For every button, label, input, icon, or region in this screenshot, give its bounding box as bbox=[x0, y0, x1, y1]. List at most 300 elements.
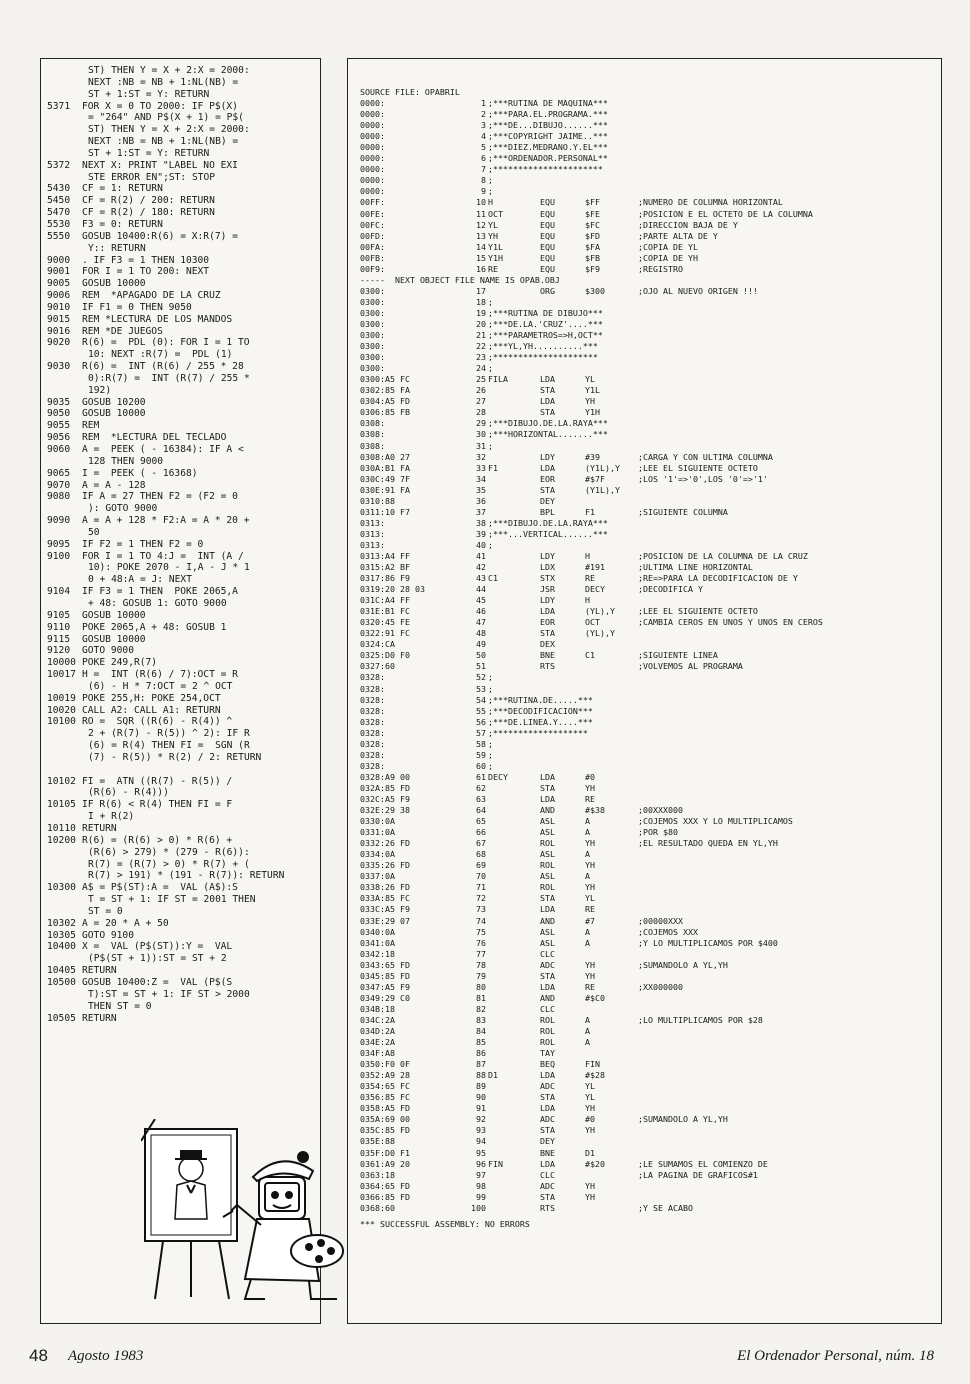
asm-comment: ;CARGA Y CON ULTIMA COLUMNA bbox=[638, 451, 773, 462]
asm-operand: A bbox=[585, 926, 590, 937]
asm-comment: ;SUMANDOLO A YL,YH bbox=[638, 959, 728, 970]
asm-line-number: 49 bbox=[476, 639, 486, 650]
basic-line bbox=[47, 610, 319, 622]
basic-line bbox=[47, 480, 319, 492]
basic-line bbox=[47, 859, 319, 871]
asm-line-number: 60 bbox=[476, 760, 486, 771]
asm-operand: YH bbox=[585, 1103, 595, 1114]
assembly-line bbox=[360, 706, 940, 717]
basic-line-code: A = 20 * A + 50 bbox=[82, 917, 169, 929]
basic-line bbox=[47, 456, 319, 468]
asm-operand: Y1H bbox=[585, 407, 600, 418]
asm-line-number: 38 bbox=[476, 517, 486, 528]
asm-line-number: 59 bbox=[476, 749, 486, 760]
basic-line-code: CF = 1: RETURN bbox=[82, 183, 163, 195]
basic-line bbox=[47, 752, 319, 764]
asm-line-number: 68 bbox=[476, 849, 486, 860]
asm-address: 0328: bbox=[360, 738, 385, 749]
asm-comment: ;LE SUMAMOS EL COMIENZO DE bbox=[638, 1158, 768, 1169]
basic-line-code: Y:: RETURN bbox=[88, 242, 146, 254]
asm-address: 0300: bbox=[360, 296, 385, 307]
basic-line bbox=[47, 681, 319, 693]
basic-line-code: POKE 249,R(7) bbox=[82, 657, 158, 669]
asm-opcode: STA bbox=[540, 385, 555, 396]
basic-line bbox=[47, 89, 319, 101]
basic-line bbox=[47, 657, 319, 669]
issue-date: Agosto 1983 bbox=[68, 1348, 144, 1364]
asm-opcode: AND bbox=[540, 805, 555, 816]
assembly-line bbox=[360, 1081, 940, 1092]
asm-address: 033E:29 07 bbox=[360, 915, 410, 926]
asm-address: 0328: bbox=[360, 749, 385, 760]
asm-operand: DECY bbox=[585, 584, 605, 595]
asm-operand: YH bbox=[585, 970, 595, 981]
asm-opcode: AND bbox=[540, 915, 555, 926]
basic-line-number: 10019 bbox=[47, 692, 76, 704]
basic-line bbox=[47, 693, 319, 705]
asm-opcode: LDY bbox=[540, 550, 555, 561]
asm-opcode: EQU bbox=[540, 230, 555, 241]
asm-comment: ;XX000000 bbox=[638, 981, 683, 992]
asm-comment: ;LEE EL SIGUIENTE OCTETO bbox=[638, 606, 758, 617]
assembly-line bbox=[360, 220, 940, 231]
basic-line-code: 0 + 48:A = J: NEXT bbox=[88, 574, 192, 586]
basic-line bbox=[47, 941, 319, 953]
asm-opcode: DEY bbox=[540, 495, 555, 506]
basic-line-number: 10100 bbox=[47, 716, 76, 728]
asm-line-number: 81 bbox=[476, 992, 486, 1003]
page-number: 48 bbox=[29, 1346, 48, 1365]
asm-line-number: 99 bbox=[476, 1191, 486, 1202]
assembly-line bbox=[360, 1070, 940, 1081]
asm-line-number: 40 bbox=[476, 539, 486, 550]
assembly-line bbox=[360, 916, 940, 927]
basic-line bbox=[47, 598, 319, 610]
asm-operand: YL bbox=[585, 374, 595, 385]
basic-line-code: RO = SQR ((R(6) - R(4)) ^ bbox=[82, 716, 233, 728]
asm-address: 0328: bbox=[360, 672, 385, 683]
basic-line-number: 9006 bbox=[47, 290, 71, 302]
assembly-line bbox=[360, 463, 940, 474]
basic-line bbox=[47, 705, 319, 717]
asm-line-number: 74 bbox=[476, 915, 486, 926]
asm-address: 035A:69 00 bbox=[360, 1114, 410, 1125]
basic-line-number: 9090 bbox=[47, 515, 71, 527]
asm-operand: A bbox=[585, 1037, 590, 1048]
asm-address: 0328: bbox=[360, 727, 385, 738]
basic-line bbox=[47, 136, 319, 148]
assembly-line bbox=[360, 1170, 940, 1181]
asm-operand: #0 bbox=[585, 771, 595, 782]
asm-comment: ;CAMBIA CEROS EN UNOS Y UNOS EN CEROS bbox=[638, 617, 823, 628]
asm-address: 0000: bbox=[360, 153, 385, 164]
assembly-line bbox=[360, 1048, 940, 1059]
asm-line-number: 97 bbox=[476, 1169, 486, 1180]
asm-line-number: 75 bbox=[476, 926, 486, 937]
asm-comment: ;VOLVEMOS AL PROGRAMA bbox=[638, 661, 743, 672]
asm-address: 032A:85 FD bbox=[360, 782, 410, 793]
basic-line bbox=[47, 385, 319, 397]
asm-opcode: RTS bbox=[540, 661, 555, 672]
basic-line-code: FOR I = 1 TO 4:J = INT (A / bbox=[82, 550, 244, 562]
asm-label: ;***RUTINA DE MAQUINA*** bbox=[488, 98, 608, 109]
asm-line-number: 56 bbox=[476, 716, 486, 727]
asm-comment: ;LEE EL SIGUIENTE OCTETO bbox=[638, 462, 758, 473]
basic-line bbox=[47, 776, 319, 788]
asm-operand: (YL),Y bbox=[585, 628, 615, 639]
asm-address: 0345:85 FD bbox=[360, 970, 410, 981]
asm-line-number: 73 bbox=[476, 904, 486, 915]
asm-opcode: ASL bbox=[540, 926, 555, 937]
asm-operand: FIN bbox=[585, 1059, 600, 1070]
assembly-line bbox=[360, 396, 940, 407]
asm-comment: ;COPIA DE YL bbox=[638, 241, 698, 252]
basic-line bbox=[47, 290, 319, 302]
asm-opcode: LDA bbox=[540, 1158, 555, 1169]
basic-line bbox=[47, 551, 319, 563]
asm-label: FIN bbox=[488, 1158, 503, 1169]
basic-line bbox=[47, 243, 319, 255]
asm-line-number: 86 bbox=[476, 1048, 486, 1059]
basic-line bbox=[47, 124, 319, 136]
basic-line bbox=[47, 728, 319, 740]
asm-comment: ;Y LO MULTIPLICAMOS POR $400 bbox=[638, 937, 778, 948]
basic-line bbox=[47, 882, 319, 894]
basic-line-code: ST = 0 bbox=[88, 905, 123, 917]
asm-line-number: 53 bbox=[476, 683, 486, 694]
basic-line bbox=[47, 799, 319, 811]
basic-line bbox=[47, 894, 319, 906]
basic-line-code: POKE 2065,A + 48: GOSUB 1 bbox=[82, 621, 227, 633]
asm-opcode: ROL bbox=[540, 1037, 555, 1048]
basic-line-code: NEXT :NB = NB + 1:NL(NB) = bbox=[88, 76, 239, 88]
asm-address: 00F9: bbox=[360, 263, 385, 274]
basic-line-number: 9104 bbox=[47, 586, 71, 598]
asm-address: 00FB: bbox=[360, 252, 385, 263]
basic-line-number: 9080 bbox=[47, 491, 71, 503]
asm-address: 0315:A2 BF bbox=[360, 562, 410, 573]
assembly-line bbox=[360, 1114, 940, 1125]
asm-line-number: 65 bbox=[476, 816, 486, 827]
assembly-line bbox=[360, 860, 940, 871]
asm-operand: C1 bbox=[585, 650, 595, 661]
basic-line-number: 5430 bbox=[47, 183, 71, 195]
asm-line-number: 95 bbox=[476, 1147, 486, 1158]
assembly-line bbox=[360, 1004, 940, 1015]
asm-operand: #191 bbox=[585, 562, 605, 573]
asm-line-number: 27 bbox=[476, 396, 486, 407]
asm-line-number: 20 bbox=[476, 318, 486, 329]
assembly-line bbox=[360, 794, 940, 805]
asm-opcode: DEX bbox=[540, 639, 555, 650]
assembly-line bbox=[360, 717, 940, 728]
asm-label: ;***PARAMETROS=>H,OCT** bbox=[488, 330, 603, 341]
assembly-line bbox=[360, 893, 940, 904]
basic-line bbox=[47, 811, 319, 823]
asm-address: 0000: bbox=[360, 120, 385, 131]
asm-opcode: STA bbox=[540, 782, 555, 793]
asm-line-number: 3 bbox=[481, 120, 486, 131]
asm-address: 0328: bbox=[360, 683, 385, 694]
basic-line-number: 10505 bbox=[47, 1012, 76, 1024]
asm-line-number: 13 bbox=[476, 230, 486, 241]
basic-line-number: 5470 bbox=[47, 207, 71, 219]
assembly-line bbox=[360, 418, 940, 429]
asm-opcode: LDX bbox=[540, 562, 555, 573]
basic-line-number: 9105 bbox=[47, 609, 71, 621]
basic-line bbox=[47, 503, 319, 515]
asm-opcode: STA bbox=[540, 970, 555, 981]
asm-line-number: 14 bbox=[476, 241, 486, 252]
asm-line-number: 89 bbox=[476, 1081, 486, 1092]
asm-opcode: STA bbox=[540, 1125, 555, 1136]
basic-line-number: 9120 bbox=[47, 645, 71, 657]
basic-line-code: X = VAL (P$(ST)):Y = VAL bbox=[82, 941, 233, 953]
asm-label: ;***COPYRIGHT JAIME..*** bbox=[488, 131, 608, 142]
asm-operand: RE bbox=[585, 794, 595, 804]
asm-address: 0308: bbox=[360, 440, 385, 451]
asm-label: ; bbox=[488, 672, 493, 683]
asm-operand: #7 bbox=[585, 915, 595, 926]
asm-operand: YH bbox=[585, 860, 595, 871]
asm-operand: (Y1L),Y bbox=[585, 484, 620, 495]
basic-line-code: ): GOTO 9000 bbox=[88, 503, 158, 515]
assembly-line bbox=[360, 1037, 940, 1048]
asm-opcode: LDA bbox=[540, 1103, 555, 1114]
asm-line-number: 98 bbox=[476, 1180, 486, 1191]
asm-opcode: EQU bbox=[540, 219, 555, 230]
basic-line bbox=[47, 361, 319, 373]
assembly-line bbox=[360, 374, 940, 385]
asm-opcode: ASL bbox=[540, 849, 555, 860]
assembly-line bbox=[360, 153, 940, 164]
asm-address: 0000: bbox=[360, 186, 385, 197]
assembly-line bbox=[360, 474, 940, 485]
asm-line-number: 48 bbox=[476, 628, 486, 639]
basic-line bbox=[47, 716, 319, 728]
asm-line-number: 93 bbox=[476, 1125, 486, 1136]
basic-line bbox=[47, 219, 319, 231]
basic-line-code: (6) = R(4) THEN FI = SGN (R bbox=[88, 740, 250, 752]
asm-line-number: 58 bbox=[476, 738, 486, 749]
basic-line bbox=[47, 148, 319, 160]
asm-object-file-line: ----- NEXT OBJECT FILE NAME IS OPAB.OBJ bbox=[360, 274, 560, 285]
basic-line bbox=[47, 622, 319, 634]
assembly-line bbox=[360, 98, 940, 109]
asm-line-number: 87 bbox=[476, 1059, 486, 1070]
asm-address: 0308:A0 27 bbox=[360, 451, 410, 462]
asm-operand: #$38 bbox=[585, 805, 605, 816]
asm-line-number: 25 bbox=[476, 374, 486, 385]
basic-line-number: 9095 bbox=[47, 538, 71, 550]
asm-address: 0328: bbox=[360, 716, 385, 727]
assembly-line bbox=[360, 1125, 940, 1136]
basic-line-code: FOR I = 1 TO 200: NEXT bbox=[82, 266, 210, 278]
basic-line-number: 9056 bbox=[47, 432, 71, 444]
asm-line-number: 83 bbox=[476, 1014, 486, 1025]
assembly-line bbox=[360, 485, 940, 496]
assembly-line bbox=[360, 1159, 940, 1170]
assembly-line bbox=[360, 242, 940, 253]
asm-label: ;***DE...DIBUJO......*** bbox=[488, 120, 608, 131]
assembly-line bbox=[360, 805, 940, 816]
asm-line-number: 45 bbox=[476, 595, 486, 606]
asm-opcode: EOR bbox=[540, 473, 555, 484]
basic-line-number: 9100 bbox=[47, 550, 71, 562]
basic-listing-frame bbox=[40, 58, 321, 1324]
basic-line-code: R(6) = (R(6) > 0) * R(6) + bbox=[82, 834, 233, 846]
assembly-line bbox=[360, 507, 940, 518]
asm-operand: $F9 bbox=[585, 263, 600, 274]
basic-line-code: R(7) > 191) * (191 - R(7)): RETURN bbox=[88, 870, 285, 882]
asm-line-number: 63 bbox=[476, 794, 486, 804]
basic-line bbox=[47, 160, 319, 172]
asm-operand: A bbox=[585, 871, 590, 882]
asm-label: ;********************** bbox=[488, 164, 603, 175]
basic-line-code: RETURN bbox=[82, 1012, 117, 1024]
asm-line-number: 78 bbox=[476, 959, 486, 970]
asm-opcode: ADC bbox=[540, 1081, 555, 1092]
assembly-line bbox=[360, 927, 940, 938]
asm-operand: A bbox=[585, 816, 590, 827]
basic-line-code: IF F1 = 0 THEN 9050 bbox=[82, 301, 192, 313]
basic-line-number: 9020 bbox=[47, 337, 71, 349]
assembly-line bbox=[360, 297, 940, 308]
basic-line-code: GOSUB 10200 bbox=[82, 396, 146, 408]
basic-line bbox=[47, 278, 319, 290]
asm-label: ; bbox=[488, 749, 493, 760]
asm-line-number: 42 bbox=[476, 562, 486, 573]
basic-line bbox=[47, 764, 319, 776]
asm-address: 0000: bbox=[360, 142, 385, 153]
assembly-line bbox=[360, 1059, 940, 1070]
basic-line-code: REM *LECTURA DE LOS MANDOS bbox=[82, 313, 233, 325]
asm-address: 0325:D0 F0 bbox=[360, 650, 410, 661]
asm-label: ;***DIEZ.MEDRANO.Y.EL*** bbox=[488, 142, 608, 153]
asm-address: 034D:2A bbox=[360, 1025, 395, 1036]
assembly-line bbox=[360, 1192, 940, 1203]
asm-address: 0000: bbox=[360, 175, 385, 186]
asm-line-number: 44 bbox=[476, 584, 486, 595]
asm-opcode: ROL bbox=[540, 1014, 555, 1025]
assembly-line bbox=[360, 684, 940, 695]
asm-address: 0000: bbox=[360, 131, 385, 142]
asm-label: RE bbox=[488, 263, 498, 274]
basic-line bbox=[47, 918, 319, 930]
assembly-line bbox=[360, 750, 940, 761]
asm-line-number: 91 bbox=[476, 1103, 486, 1114]
basic-line-code: . IF F3 = 1 THEN 10300 bbox=[82, 254, 210, 266]
assembly-line bbox=[360, 109, 940, 120]
basic-line-number: 9110 bbox=[47, 621, 71, 633]
asm-line-number: 46 bbox=[476, 606, 486, 617]
asm-opcode: STA bbox=[540, 1092, 555, 1103]
asm-address: 0334:0A bbox=[360, 849, 395, 860]
asm-address: 0337:0A bbox=[360, 871, 395, 882]
basic-line-code: NEXT X: PRINT "LABEL NO EXI bbox=[82, 159, 238, 171]
assembly-line bbox=[360, 871, 940, 882]
basic-line-code: GOTO 9000 bbox=[82, 645, 134, 657]
asm-operand: A bbox=[585, 1025, 590, 1036]
assembly-line bbox=[360, 551, 940, 562]
asm-line-number: 2 bbox=[481, 109, 486, 120]
assembly-line bbox=[360, 573, 940, 584]
asm-address: 0347:A5 F9 bbox=[360, 981, 410, 992]
asm-line-number: 61 bbox=[476, 771, 486, 782]
basic-line-code: (7) - R(5)) * R(2) / 2: RETURN bbox=[88, 751, 262, 763]
asm-address: 033C:A5 F9 bbox=[360, 904, 410, 915]
basic-line-number: 9030 bbox=[47, 361, 71, 373]
asm-address: 0311:10 F7 bbox=[360, 506, 410, 517]
asm-address: 0300: bbox=[360, 363, 385, 374]
asm-operand: RE bbox=[585, 573, 595, 584]
basic-line-code: 0):R(7) = INT (R(7) / 255 * bbox=[88, 372, 250, 384]
basic-line-code: I = PEEK ( - 16368) bbox=[82, 467, 198, 479]
basic-line-code: A = A + 128 * F2:A = A * 20 + bbox=[82, 515, 250, 527]
basic-line-number: 9010 bbox=[47, 301, 71, 313]
asm-operand: YH bbox=[585, 1180, 595, 1191]
basic-line bbox=[47, 847, 319, 859]
asm-opcode: CLC bbox=[540, 948, 555, 959]
asm-address: 0327:60 bbox=[360, 661, 395, 672]
asm-line-number: 66 bbox=[476, 827, 486, 838]
asm-line-number: 28 bbox=[476, 407, 486, 418]
assembly-line bbox=[360, 938, 940, 949]
basic-line-code: NEXT :NB = NB + 1:NL(NB) = bbox=[88, 136, 239, 148]
assembly-line bbox=[360, 1092, 940, 1103]
assembly-line bbox=[360, 772, 940, 783]
basic-line bbox=[47, 314, 319, 326]
asm-opcode: LDY bbox=[540, 451, 555, 462]
asm-label: ; bbox=[488, 175, 493, 186]
asm-operand: Y1L bbox=[585, 385, 600, 396]
asm-line-number: 8 bbox=[481, 175, 486, 186]
asm-address: 035F:D0 F1 bbox=[360, 1147, 410, 1158]
asm-comment: ;LA PAGINA DE GRAFICOS#1 bbox=[638, 1169, 758, 1180]
assembly-listing-frame bbox=[347, 58, 942, 1324]
asm-address: 0302:85 FA bbox=[360, 385, 410, 396]
asm-label: Y1H bbox=[488, 252, 503, 263]
basic-line bbox=[47, 255, 319, 267]
basic-line bbox=[47, 408, 319, 420]
assembly-line bbox=[360, 816, 940, 827]
asm-address: 0320:45 FE bbox=[360, 617, 410, 628]
asm-operand: H bbox=[585, 550, 590, 561]
asm-address: 0313: bbox=[360, 539, 385, 550]
asm-operand: $FE bbox=[585, 208, 600, 219]
basic-line bbox=[47, 1001, 319, 1013]
asm-line-number: 96 bbox=[476, 1158, 486, 1169]
basic-line-code: (R(6) - R(4))) bbox=[88, 787, 169, 799]
basic-line bbox=[47, 65, 319, 77]
basic-line-number: 10400 bbox=[47, 941, 76, 953]
asm-operand: YH bbox=[585, 782, 595, 793]
basic-line-number: 9016 bbox=[47, 325, 71, 337]
basic-line-code: F3 = 0: RETURN bbox=[82, 218, 163, 230]
asm-opcode: ROL bbox=[540, 1025, 555, 1036]
asm-label: ; bbox=[488, 296, 493, 307]
asm-line-number: 9 bbox=[481, 186, 486, 197]
basic-line-code: REM *DE JUEGOS bbox=[82, 325, 163, 337]
assembly-source-header bbox=[360, 87, 940, 98]
asm-label: Y1L bbox=[488, 241, 503, 252]
asm-operand: #39 bbox=[585, 451, 600, 462]
basic-line-code: CALL A2: CALL A1: RETURN bbox=[82, 704, 221, 716]
basic-line-code: FOR X = 0 TO 2000: IF P$(X) bbox=[82, 100, 238, 112]
basic-line-code: REM *APAGADO DE LA CRUZ bbox=[82, 290, 221, 302]
basic-line bbox=[47, 835, 319, 847]
asm-comment: ;REGISTRO bbox=[638, 263, 683, 274]
